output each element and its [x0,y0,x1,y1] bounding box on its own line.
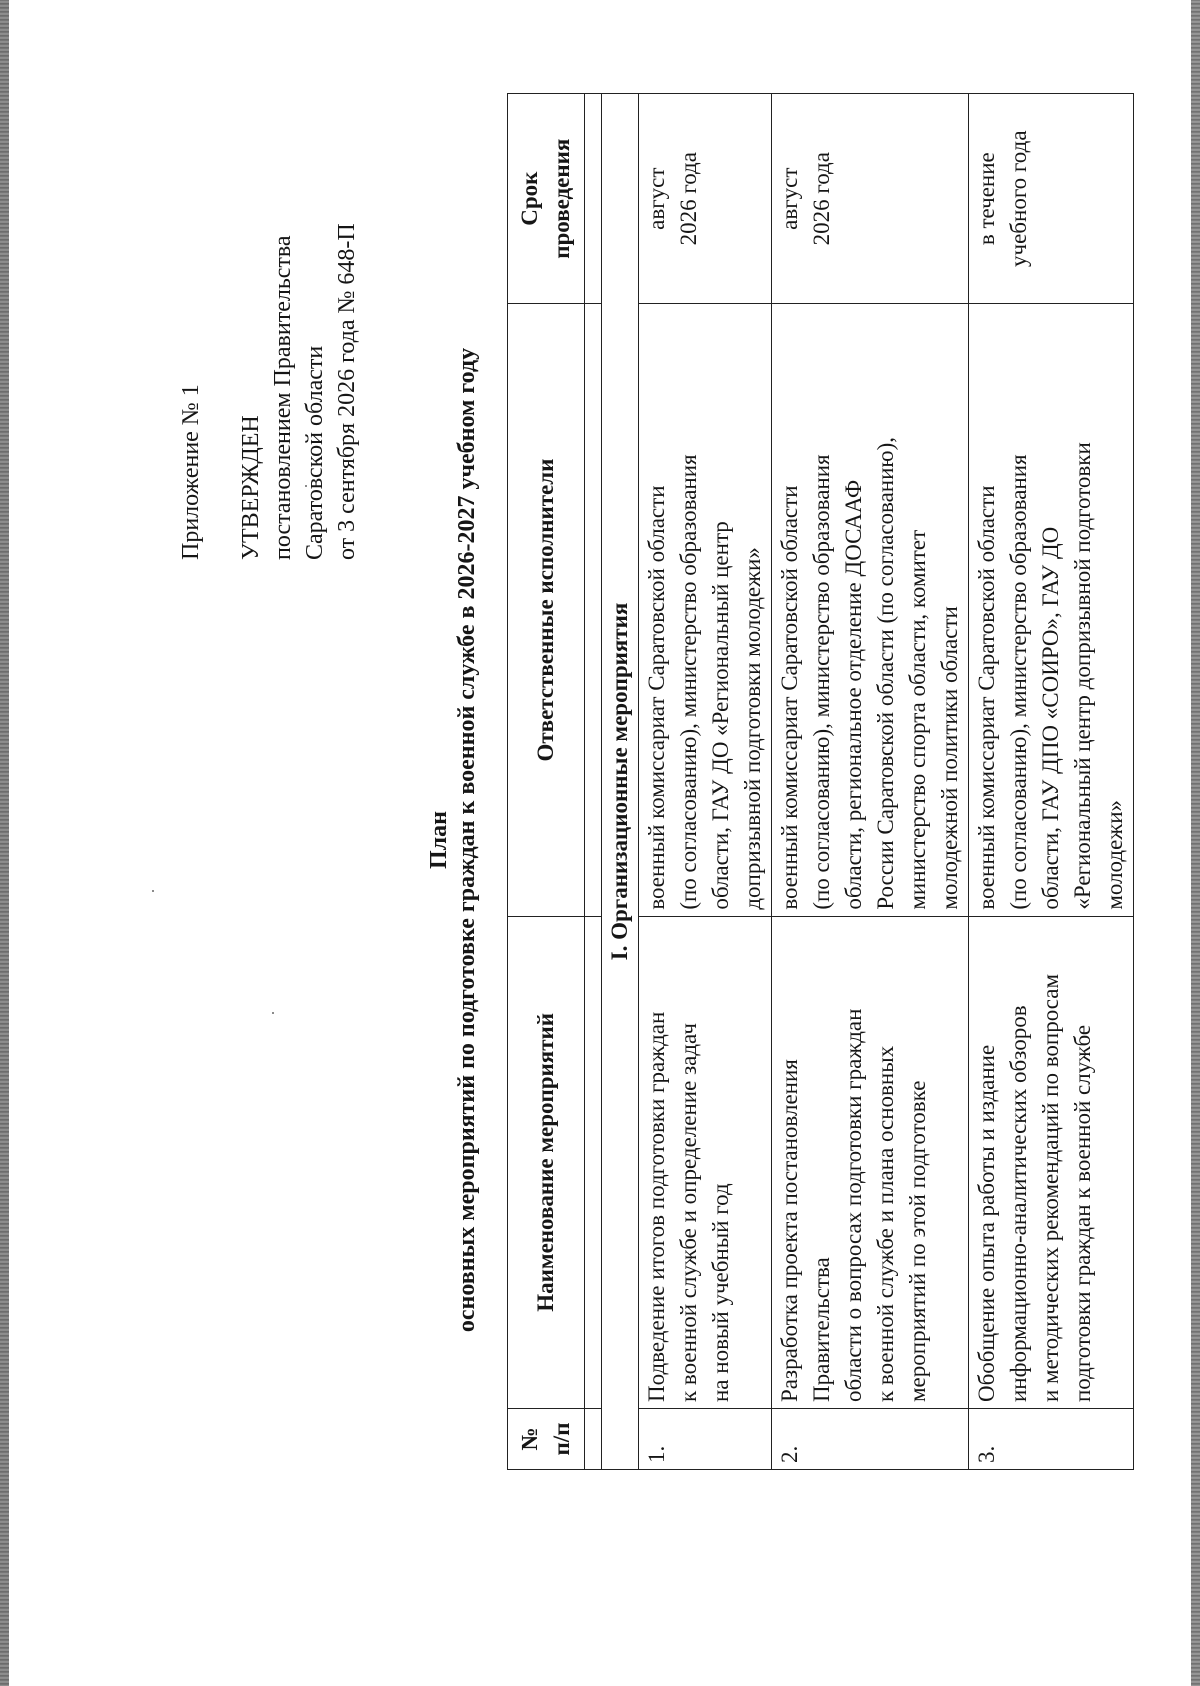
title-line-1: План [426,811,452,869]
approval-line: постановлением Правительства [270,235,296,560]
title-line-2: основных мероприятий по подготовке граждан к военной службе в 2026-2027 учебном году [454,347,480,1333]
approval-block [175,100,363,560]
approved-label: УТВЕРЖДЕН [238,415,264,560]
row-number: 3. [969,1409,1134,1470]
table-row [772,94,969,1470]
header-name: Наименование мероприятий [508,916,585,1408]
row-name: Обобщение опыта работы и издание информационно-аналитических обзоров и методических рекомендаций по вопросам подготовки граждан к военной службе [969,916,1134,1408]
section-title: I. Организационные мероприятия [602,94,639,1470]
section-row [602,94,639,1470]
row-name: Разработка проекта постановления Правительства области о вопросах подготовки граждан к военной службе и плана основных мероприятий по этой подготовке [772,916,969,1408]
row-date: август 2026 года [639,94,772,304]
header-number: № п/п [508,1409,585,1470]
row-executors: военный комиссариат Саратовской области (по согласованию), министерство образования области, региональное отделение ДОСААФ России Саратовской области (по согласованию), министерство спорта области, комитет молодежной политики области [772,304,969,916]
row-name: Подведение итогов подготовки граждан к военной службе и определение задач на новый учебный год [639,916,772,1408]
scan-edge-right [1191,0,1200,1686]
document-title [425,90,481,1590]
header-spacer-row [585,94,602,1470]
approval-line: Саратовской области [302,345,328,560]
table-row [639,94,772,1470]
document-sheet [95,90,1155,1590]
row-executors: военный комиссариат Саратовской области (по согласованию), министерство образования области, ГАУ ДПО «СОИРО», ГАУ ДО «Региональный центр допризывной подготовки молодежи» [969,304,1134,916]
header-date: Срок проведения [508,94,585,304]
header-executors: Ответственные исполнители [508,304,585,916]
plan-table [507,93,1134,1470]
row-number: 2. [772,1409,969,1470]
row-date: август 2026 года [772,94,969,304]
scan-edge-left [0,0,9,1686]
table-row [969,94,1134,1470]
attachment-label: Приложение № 1 [178,384,204,560]
row-executors: военный комиссариат Саратовской области (по согласованию), министерство образования области, ГАУ ДО «Региональный центр допризывной подготовки молодежи» [639,304,772,916]
approval-date-line: от 3 сентября 2026 года № 648-П [334,223,360,560]
row-number: 1. [639,1409,772,1470]
row-date: в течение учебного года [969,94,1134,304]
table-header-row [508,94,585,1470]
